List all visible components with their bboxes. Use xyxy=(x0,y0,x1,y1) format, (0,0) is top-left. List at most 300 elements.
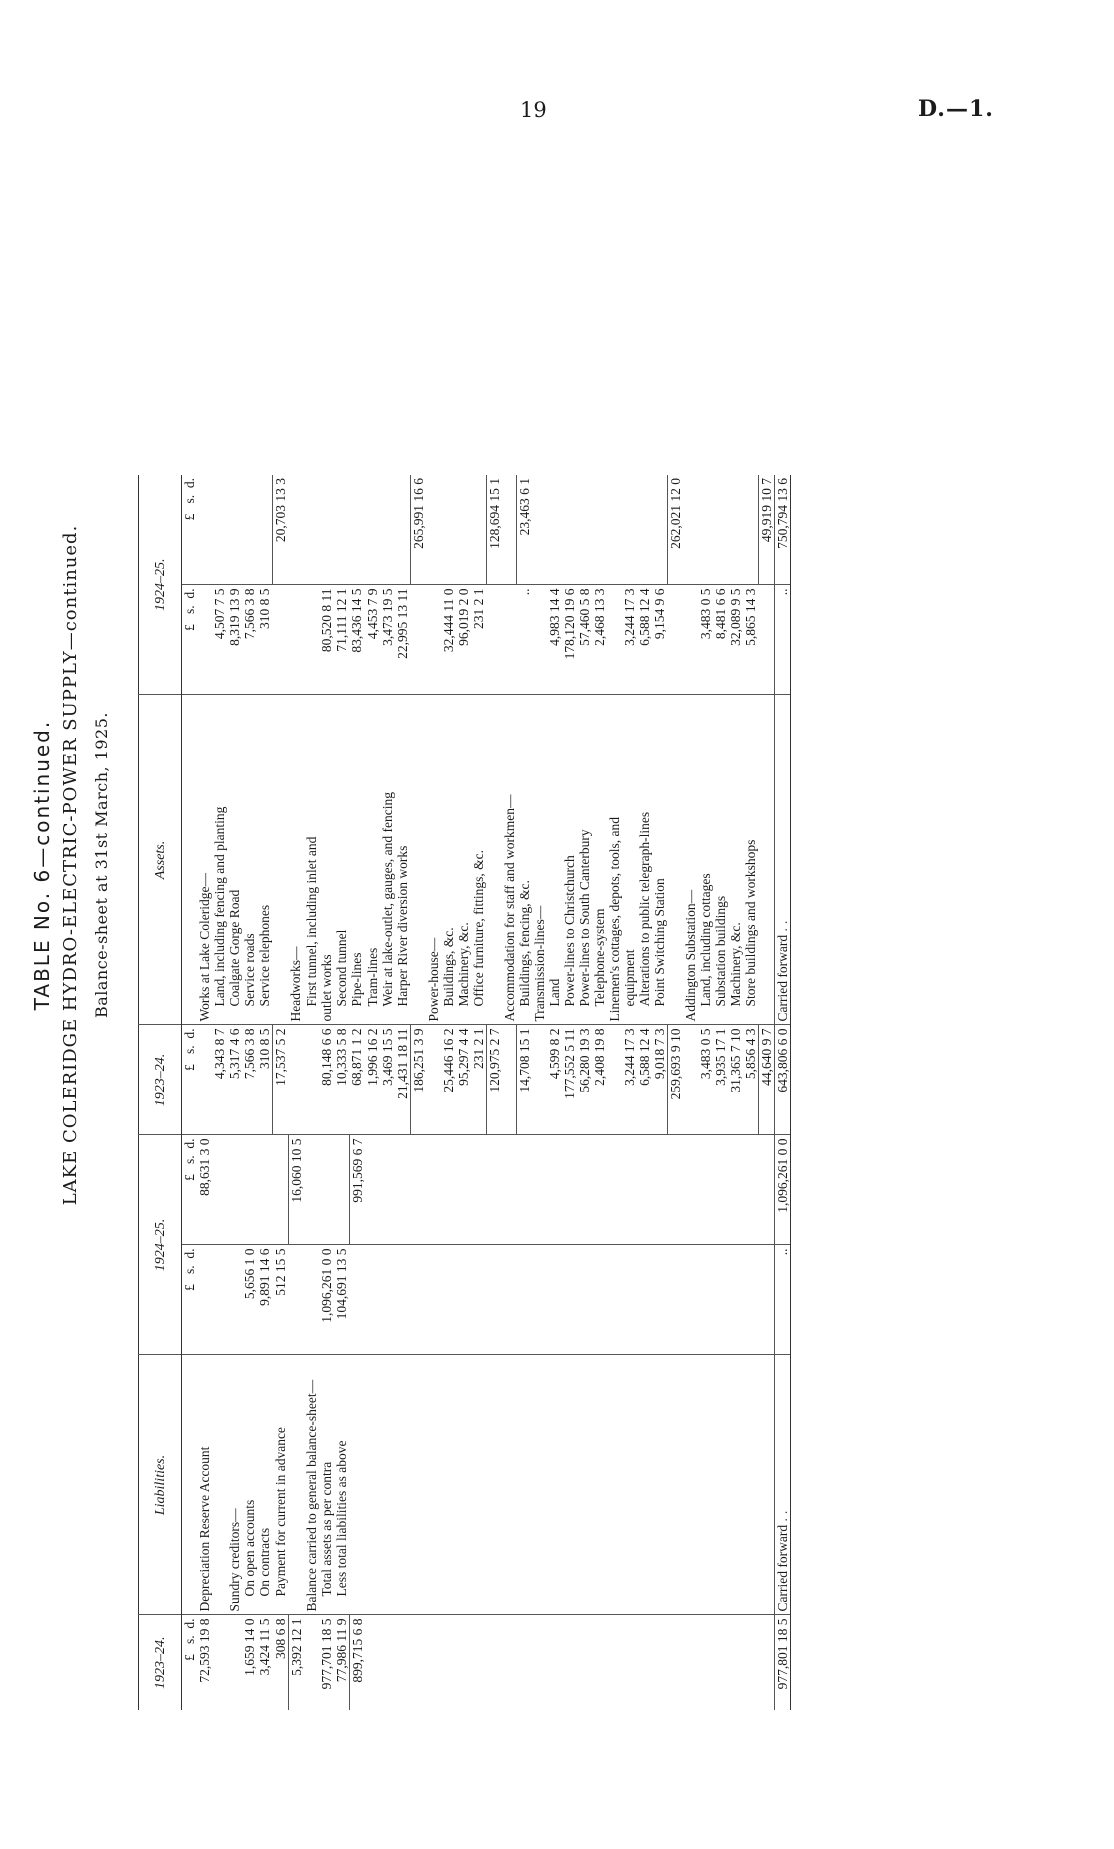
asset-label: Power-house— xyxy=(426,695,441,1025)
asset-curr-amount xyxy=(728,475,743,585)
liability-prev-amount: 899,715 6 8 xyxy=(349,1615,365,1710)
liability-label: Depreciation Reserve Account xyxy=(197,1355,212,1615)
table-row xyxy=(486,475,502,1710)
empty-cell xyxy=(577,1615,592,1710)
asset-label: Service roads xyxy=(242,695,257,1025)
asset-label xyxy=(273,695,289,1025)
empty-cell xyxy=(592,1355,607,1615)
asset-label: Buildings, fencing, &c. xyxy=(517,695,533,1025)
asset-prev-amount: 4,599 8 2 xyxy=(547,1025,562,1135)
asset-detail-amount xyxy=(532,585,547,695)
asset-label: Telephone-system xyxy=(592,695,607,1025)
table-row xyxy=(349,475,365,1710)
empty-cell xyxy=(562,1245,577,1355)
asset-prev-amount: 5,317 4 6 xyxy=(227,1025,242,1135)
asset-curr-amount: 265,991 16 6 xyxy=(410,475,426,585)
empty-cell xyxy=(759,1355,775,1615)
table-row xyxy=(365,475,380,1710)
empty-cell xyxy=(728,1135,743,1245)
asset-detail-amount: 178,120 19 6 xyxy=(562,585,577,695)
asset-detail-amount xyxy=(273,585,289,695)
empty-cell xyxy=(426,1355,441,1615)
asset-detail-amount: 2,468 13 3 xyxy=(592,585,607,695)
asset-curr-amount xyxy=(334,475,350,585)
table-row xyxy=(471,475,487,1710)
liability-curr-amount: 991,569 6 7 xyxy=(349,1135,365,1245)
liability-curr-amount xyxy=(334,1135,350,1245)
asset-curr-amount: 128,694 15 1 xyxy=(486,475,502,585)
empty-cell xyxy=(441,1245,456,1355)
asset-detail-amount xyxy=(668,585,684,695)
asset-curr-amount xyxy=(288,475,304,585)
asset-label: Transmission-lines— xyxy=(532,695,547,1025)
empty-cell xyxy=(562,1355,577,1615)
asset-curr-amount xyxy=(426,475,441,585)
asset-detail-amount: 231 2 1 xyxy=(471,585,487,695)
asset-prev-amount: 3,244 17 3 xyxy=(622,1025,637,1135)
asset-curr-amount: 20,703 13 3 xyxy=(273,475,289,585)
empty-cell xyxy=(759,1245,775,1355)
empty-cell xyxy=(547,1615,562,1710)
asset-curr-amount xyxy=(227,475,242,585)
empty-cell xyxy=(380,1355,395,1615)
empty-cell xyxy=(577,1245,592,1355)
asset-detail-amount: .. xyxy=(517,585,533,695)
empty-cell xyxy=(410,1245,426,1355)
liability-prev-amount: 1,659 14 0 xyxy=(242,1615,257,1710)
empty-cell xyxy=(728,1355,743,1615)
empty-cell xyxy=(698,1245,713,1355)
asset-label: Works at Lake Coleridge— xyxy=(197,695,212,1025)
asset-label: Alterations to public telegraph-lines xyxy=(637,695,652,1025)
asset-curr-amount xyxy=(622,475,637,585)
liability-curr-amount xyxy=(304,1135,319,1245)
table-row xyxy=(227,475,242,1710)
asset-prev-amount: 95,297 4 4 xyxy=(456,1025,471,1135)
asset-prev-amount: 56,280 19 3 xyxy=(577,1025,592,1135)
empty-cell xyxy=(456,1615,471,1710)
total-row xyxy=(775,475,791,1710)
left-total-label: Carried forward .. xyxy=(775,1355,791,1615)
asset-detail-amount: 8,481 6 6 xyxy=(713,585,728,695)
asset-curr-amount xyxy=(743,475,759,585)
asset-label: Harper River diversion works xyxy=(395,695,411,1025)
empty-cell xyxy=(743,1245,759,1355)
empty-cell xyxy=(486,1135,502,1245)
asset-label: Buildings, &c. xyxy=(441,695,456,1025)
empty-cell xyxy=(713,1245,728,1355)
table-row xyxy=(273,475,289,1710)
empty-cell xyxy=(683,1615,698,1710)
asset-label xyxy=(668,695,684,1025)
asset-detail-amount xyxy=(288,585,304,695)
empty-cell xyxy=(502,1355,517,1615)
asset-prev-amount: 14,708 15 1 xyxy=(517,1025,533,1135)
liability-detail-amount: 1,096,261 0 0 xyxy=(319,1245,334,1355)
asset-label: Weir at lake-outlet, gauges, and fencing xyxy=(380,695,395,1025)
empty-cell xyxy=(698,1135,713,1245)
asset-curr-amount xyxy=(242,475,257,585)
empty-cell xyxy=(471,1135,487,1245)
empty-cell xyxy=(532,1615,547,1710)
asset-prev-amount: 3,483 0 5 xyxy=(698,1025,713,1135)
table-row xyxy=(212,475,227,1710)
asset-prev-amount: 17,537 5 2 xyxy=(273,1025,289,1135)
empty-cell xyxy=(668,1245,684,1355)
right-total-label: Carried forward .. xyxy=(775,695,791,1025)
empty-cell xyxy=(410,1615,426,1710)
liability-prev-amount xyxy=(212,1615,227,1710)
balance-sheet-table xyxy=(138,475,791,1710)
liability-detail-amount xyxy=(288,1245,304,1355)
unit-cell: £ s. d. xyxy=(182,585,198,695)
empty-cell xyxy=(395,1355,411,1615)
asset-label: Pipe-lines xyxy=(349,695,365,1025)
empty-cell xyxy=(456,1135,471,1245)
liability-curr-amount xyxy=(273,1135,289,1245)
asset-detail-amount xyxy=(683,585,698,695)
empty-cell xyxy=(668,1135,684,1245)
table-row xyxy=(577,475,592,1710)
empty-cell xyxy=(441,1355,456,1615)
asset-prev-amount: 6,588 12 4 xyxy=(637,1025,652,1135)
empty-cell xyxy=(410,1135,426,1245)
empty-cell xyxy=(502,1615,517,1710)
asset-curr-amount xyxy=(607,475,622,585)
empty-cell xyxy=(592,1135,607,1245)
asset-prev-amount xyxy=(532,1025,547,1135)
table-row xyxy=(637,475,652,1710)
asset-detail-amount: 71,111 12 1 xyxy=(334,585,350,695)
asset-detail-amount xyxy=(502,585,517,695)
empty-cell xyxy=(486,1615,502,1710)
table-title: LAKE COLERIDGE HYDRO-ELECTRIC-POWER SUPPLY—continued. xyxy=(60,524,81,1206)
page-number: 19 xyxy=(520,98,547,122)
asset-curr-amount xyxy=(395,475,411,585)
asset-curr-amount xyxy=(380,475,395,585)
table-row xyxy=(242,475,257,1710)
asset-label: Power-lines to South Canterbury xyxy=(577,695,592,1025)
liability-label: On contracts xyxy=(257,1355,273,1615)
liability-detail-amount xyxy=(212,1245,227,1355)
empty-cell xyxy=(365,1245,380,1355)
liability-detail-amount xyxy=(304,1245,319,1355)
table-row xyxy=(456,475,471,1710)
asset-prev-amount: 177,552 5 11 xyxy=(562,1025,577,1135)
liability-curr-amount xyxy=(257,1135,273,1245)
asset-curr-amount xyxy=(698,475,713,585)
right-total-detail: .. xyxy=(775,585,791,695)
table-row xyxy=(426,475,441,1710)
asset-prev-amount: 310 8 5 xyxy=(257,1025,273,1135)
liability-curr-amount xyxy=(242,1135,257,1245)
liability-prev-amount: 977,701 18 5 xyxy=(319,1615,334,1710)
asset-label: Substation buildings xyxy=(713,695,728,1025)
asset-label: Linemen's cottages, depots, tools, and xyxy=(607,695,622,1025)
empty-cell xyxy=(683,1135,698,1245)
empty-cell xyxy=(683,1355,698,1615)
table-row xyxy=(713,475,728,1710)
table-row xyxy=(395,475,411,1710)
table-row xyxy=(334,475,350,1710)
asset-curr-amount xyxy=(349,475,365,585)
empty-cell xyxy=(562,1135,577,1245)
empty-cell xyxy=(637,1615,652,1710)
empty-cell xyxy=(517,1615,533,1710)
asset-detail-amount: 3,483 0 5 xyxy=(698,585,713,695)
empty-cell xyxy=(517,1245,533,1355)
table-row xyxy=(607,475,622,1710)
table-row xyxy=(304,475,319,1710)
asset-detail-amount xyxy=(486,585,502,695)
asset-detail-amount: 9,154 9 6 xyxy=(652,585,668,695)
empty-cell xyxy=(728,1615,743,1710)
asset-label: Machinery, &c. xyxy=(456,695,471,1025)
asset-prev-amount: 5,856 4 3 xyxy=(743,1025,759,1135)
asset-detail-amount: 4,507 7 5 xyxy=(212,585,227,695)
liability-label: Payment for current in advance xyxy=(273,1355,289,1615)
table-row xyxy=(257,475,273,1710)
liability-detail-amount xyxy=(227,1245,242,1355)
empty-cell xyxy=(441,1135,456,1245)
asset-label: Tram-lines xyxy=(365,695,380,1025)
asset-label: Office furniture, fittings, &c. xyxy=(471,695,487,1025)
table-row xyxy=(517,475,533,1710)
asset-label: Store buildings and workshops xyxy=(743,695,759,1025)
asset-detail-amount: 80,520 8 11 xyxy=(319,585,334,695)
empty-cell xyxy=(426,1615,441,1710)
asset-prev-amount: 68,871 1 2 xyxy=(349,1025,365,1135)
table-row xyxy=(288,475,304,1710)
table-subtitle: Balance-sheet at 31st March, 1925. xyxy=(92,712,111,1019)
liability-label: Total assets as per contra xyxy=(319,1355,334,1615)
document-reference: D.—1. xyxy=(918,96,994,122)
empty-cell xyxy=(592,1615,607,1710)
table-row xyxy=(562,475,577,1710)
liability-detail-amount: 9,891 14 6 xyxy=(257,1245,273,1355)
empty-cell xyxy=(622,1615,637,1710)
left-total-prev: 977,801 18 5 xyxy=(775,1615,791,1710)
asset-prev-amount: 3,935 17 1 xyxy=(713,1025,728,1135)
asset-prev-amount: 25,446 16 2 xyxy=(441,1025,456,1135)
empty-cell xyxy=(713,1355,728,1615)
asset-label: equipment xyxy=(622,695,637,1025)
balance-sheet-body xyxy=(197,475,775,1710)
header-year-curr-right: 1924–25. xyxy=(139,475,182,695)
asset-label: Point Switching Station xyxy=(652,695,668,1025)
header-row xyxy=(139,475,182,1710)
empty-cell xyxy=(517,1355,533,1615)
rotated-balance-sheet xyxy=(30,20,930,1710)
empty-cell xyxy=(380,1245,395,1355)
asset-prev-amount: 259,693 9 10 xyxy=(668,1025,684,1135)
empty-cell xyxy=(456,1245,471,1355)
liability-prev-amount: 5,392 12 1 xyxy=(288,1615,304,1710)
liability-prev-amount: 77,986 11 9 xyxy=(334,1615,350,1710)
table-row xyxy=(652,475,668,1710)
table-row xyxy=(441,475,456,1710)
empty-cell xyxy=(502,1135,517,1245)
empty-cell xyxy=(441,1615,456,1710)
header-year-prev-left: 1923–24. xyxy=(139,1615,182,1710)
empty-cell xyxy=(456,1355,471,1615)
table-number: TABLE No. 6—continued. xyxy=(30,719,54,1011)
asset-detail-amount: 310 8 5 xyxy=(257,585,273,695)
asset-curr-amount: 49,919 10 7 xyxy=(759,475,775,585)
asset-prev-amount xyxy=(426,1025,441,1135)
empty-cell xyxy=(759,1615,775,1710)
empty-cell xyxy=(743,1615,759,1710)
liability-prev-amount xyxy=(227,1615,242,1710)
asset-detail-amount: 96,019 2 0 xyxy=(456,585,471,695)
asset-curr-amount xyxy=(683,475,698,585)
empty-cell xyxy=(713,1135,728,1245)
empty-cell xyxy=(759,1135,775,1245)
empty-cell xyxy=(622,1135,637,1245)
liability-prev-amount: 308 6 8 xyxy=(273,1615,289,1710)
table-row xyxy=(197,475,212,1710)
asset-prev-amount: 7,566 3 8 xyxy=(242,1025,257,1135)
header-year-curr-left: 1924–25. xyxy=(139,1135,182,1355)
asset-curr-amount xyxy=(577,475,592,585)
empty-cell xyxy=(517,1135,533,1245)
asset-curr-amount xyxy=(441,475,456,585)
liability-curr-amount xyxy=(227,1135,242,1245)
empty-cell xyxy=(395,1615,411,1710)
empty-cell xyxy=(547,1355,562,1615)
asset-curr-amount xyxy=(471,475,487,585)
liability-label: Balance carried to general balance-sheet— xyxy=(304,1355,319,1615)
asset-detail-amount: 5,865 14 3 xyxy=(743,585,759,695)
unit-row xyxy=(182,475,198,1710)
table-row xyxy=(683,475,698,1710)
asset-detail-amount xyxy=(759,585,775,695)
asset-prev-amount: 9,018 7 3 xyxy=(652,1025,668,1135)
right-total-prev: 643,806 6 0 xyxy=(775,1025,791,1135)
empty-cell xyxy=(395,1245,411,1355)
empty-cell xyxy=(471,1615,487,1710)
empty-cell xyxy=(365,1135,380,1245)
empty-cell xyxy=(547,1245,562,1355)
empty-cell xyxy=(380,1135,395,1245)
asset-curr-amount xyxy=(592,475,607,585)
empty-cell xyxy=(743,1355,759,1615)
asset-curr-amount xyxy=(547,475,562,585)
empty-cell xyxy=(698,1355,713,1615)
table-row xyxy=(759,475,775,1710)
empty-cell xyxy=(622,1245,637,1355)
asset-label: Power-lines to Christchurch xyxy=(562,695,577,1025)
asset-curr-amount xyxy=(319,475,334,585)
empty-cell xyxy=(728,1245,743,1355)
empty-cell xyxy=(547,1135,562,1245)
asset-detail-amount: 57,460 5 8 xyxy=(577,585,592,695)
asset-detail-amount: 4,453 7 9 xyxy=(365,585,380,695)
asset-prev-amount: 2,408 19 8 xyxy=(592,1025,607,1135)
asset-detail-amount: 32,444 11 0 xyxy=(441,585,456,695)
asset-prev-amount: 31,365 7 10 xyxy=(728,1025,743,1135)
empty-cell xyxy=(607,1245,622,1355)
asset-curr-amount xyxy=(562,475,577,585)
table-row xyxy=(410,475,426,1710)
liability-label xyxy=(349,1355,365,1615)
unit-cell: £ s. d. xyxy=(182,1615,198,1710)
asset-curr-amount xyxy=(304,475,319,585)
table-row xyxy=(592,475,607,1710)
empty-cell xyxy=(592,1245,607,1355)
empty-cell xyxy=(426,1245,441,1355)
asset-detail-amount: 83,436 14 5 xyxy=(349,585,365,695)
asset-label: Accommodation for staff and workmen— xyxy=(502,695,517,1025)
asset-curr-amount xyxy=(257,475,273,585)
liability-label: Less total liabilities as above xyxy=(334,1355,350,1615)
asset-detail-amount: 4,983 14 4 xyxy=(547,585,562,695)
liability-detail-amount xyxy=(349,1245,365,1355)
liability-detail-amount xyxy=(197,1245,212,1355)
asset-detail-amount xyxy=(607,585,622,695)
liability-curr-amount: 88,631 3 0 xyxy=(197,1135,212,1245)
asset-prev-amount: 1,996 16 2 xyxy=(365,1025,380,1135)
empty-cell xyxy=(637,1245,652,1355)
asset-detail-amount: 32,089 9 5 xyxy=(728,585,743,695)
asset-prev-amount xyxy=(502,1025,517,1135)
empty-cell xyxy=(365,1355,380,1615)
unit-cell: £ s. d. xyxy=(182,1135,198,1245)
empty-cell xyxy=(365,1615,380,1710)
asset-detail-amount: 3,244 17 3 xyxy=(622,585,637,695)
asset-curr-amount: 23,463 6 1 xyxy=(517,475,533,585)
asset-label: Addington Substation— xyxy=(683,695,698,1025)
asset-detail-amount: 7,566 3 8 xyxy=(242,585,257,695)
asset-curr-amount xyxy=(532,475,547,585)
empty-cell xyxy=(395,1135,411,1245)
empty-cell xyxy=(607,1615,622,1710)
asset-label: Land, including fencing and planting xyxy=(212,695,227,1025)
table-row xyxy=(319,475,334,1710)
asset-curr-amount xyxy=(456,475,471,585)
empty-cell xyxy=(562,1615,577,1710)
table-row xyxy=(380,475,395,1710)
asset-curr-amount: 262,021 12 0 xyxy=(668,475,684,585)
asset-prev-amount: 4,343 8 7 xyxy=(212,1025,227,1135)
empty-cell xyxy=(668,1355,684,1615)
empty-cell xyxy=(486,1355,502,1615)
liability-label xyxy=(288,1355,304,1615)
asset-curr-amount xyxy=(637,475,652,585)
table-row xyxy=(728,475,743,1710)
unit-cell: £ s. d. xyxy=(182,1245,198,1355)
table-row xyxy=(532,475,547,1710)
empty-cell xyxy=(668,1615,684,1710)
empty-cell xyxy=(683,1245,698,1355)
liability-prev-amount xyxy=(304,1615,319,1710)
empty-cell xyxy=(607,1135,622,1245)
asset-prev-amount xyxy=(683,1025,698,1135)
empty-cell xyxy=(532,1245,547,1355)
asset-prev-amount: 80,148 6 6 xyxy=(319,1025,334,1135)
liability-detail-amount: 104,691 13 5 xyxy=(334,1245,350,1355)
header-liabilities: Liabilities. xyxy=(139,1355,182,1615)
asset-curr-amount xyxy=(502,475,517,585)
liability-prev-amount: 72,593 19 8 xyxy=(197,1615,212,1710)
empty-cell xyxy=(532,1135,547,1245)
liability-label: Sundry creditors— xyxy=(227,1355,242,1615)
left-total-detail: .. xyxy=(775,1245,791,1355)
asset-detail-amount xyxy=(426,585,441,695)
liability-label: On open accounts xyxy=(242,1355,257,1615)
empty-cell xyxy=(502,1245,517,1355)
header-year-prev-right: 1923–24. xyxy=(139,1025,182,1135)
